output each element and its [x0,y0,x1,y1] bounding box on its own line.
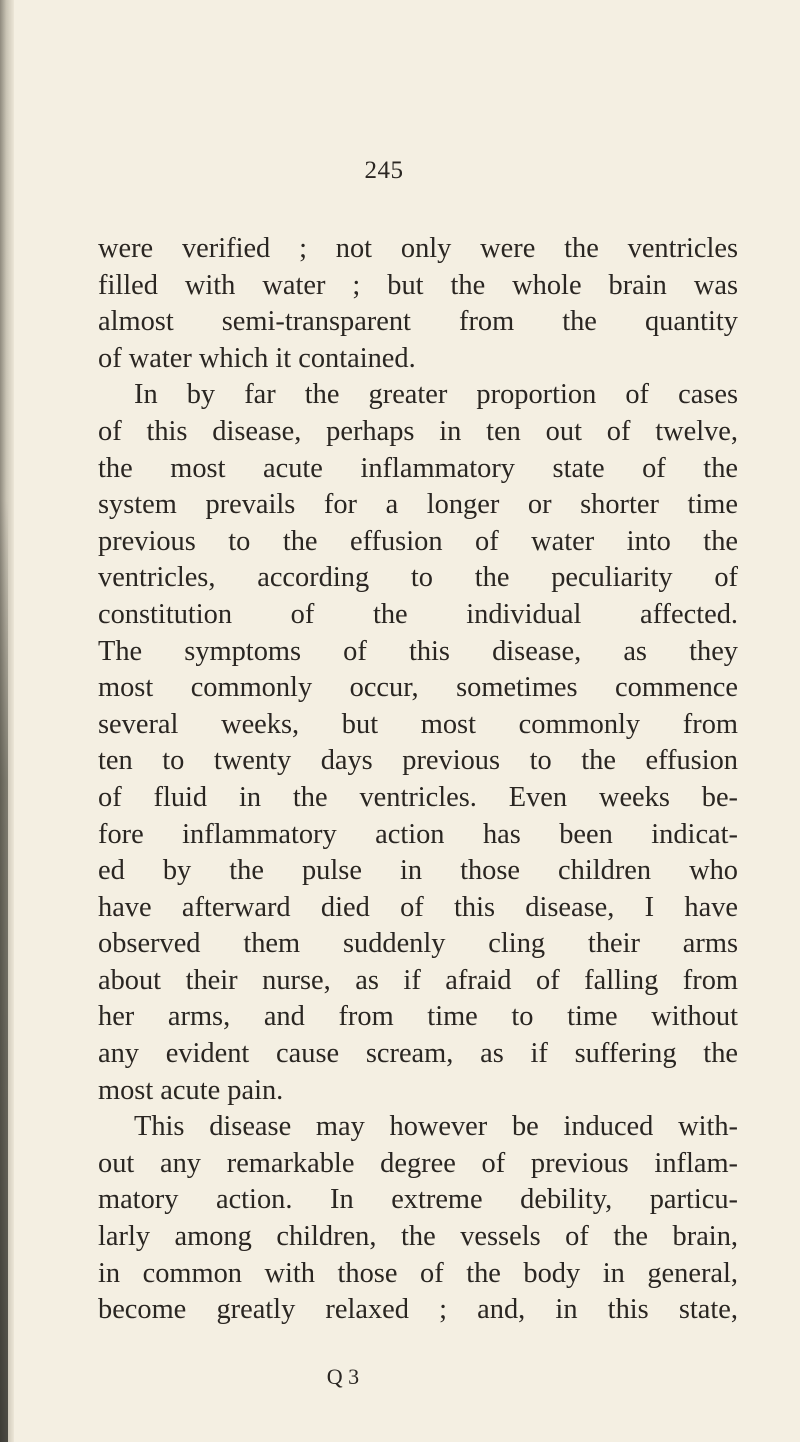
text-line: most acute pain. [98,1074,284,1106]
signature-mark: Q 3 [326,1364,360,1389]
text-line: about their nurse, as if afraid of falling from [98,964,738,996]
text-line: her arms, and from time to time without [98,1001,738,1033]
text-line: most commonly occur, sometimes commence [98,672,738,704]
text-line: larly among children, the vessels of the brain, [98,1221,738,1253]
text-line: matory action. In extreme debility, particu- [98,1184,738,1216]
text-line: This disease may however be induced with- [134,1111,738,1143]
text-line: out any remarkable degree of previous inflam- [98,1147,738,1179]
text-line: several weeks, but most commonly from [98,708,738,740]
text-line: of water which it contained. [98,342,416,374]
text-line: previous to the effusion of water into the [98,525,738,557]
text-line: In by far the greater proportion of cases [134,379,738,411]
text-line: almost semi-transparent from the quantity [98,306,738,338]
text-line: were verified ; not only were the ventricles [98,233,738,264]
text-line: of fluid in the ventricles. Even weeks be- [98,781,738,813]
text-line: of this disease, perhaps in ten out of twelve, [98,415,738,447]
text-line: filled with water ; but the whole brain was [98,269,738,301]
text-line: have afterward died of this disease, I have [98,891,738,923]
text-line: ten to twenty days previous to the effusion [98,745,738,777]
text-line: fore inflammatory action has been indicat- [98,818,738,850]
text-line: system prevails for a longer or shorter time [98,489,738,521]
text-line: the most acute inflammatory state of the [98,452,738,484]
text-line: any evident cause scream, as if suffering the [98,1038,738,1070]
text-line: become greatly relaxed ; and, in this state, [98,1294,738,1326]
text-line: constitution of the individual affected. [98,598,738,630]
binding-shadow [0,500,8,1442]
page-number: 245 [364,157,404,184]
text-line: in common with those of the body in general, [98,1257,738,1289]
text-line: observed them suddenly cling their arms [98,928,738,960]
text-line: ventricles, according to the peculiarity of [98,562,738,594]
body-text [98,231,738,1329]
text-line: The symptoms of this disease, as they [98,635,738,667]
text-line: ed by the pulse in those children who [98,855,738,887]
